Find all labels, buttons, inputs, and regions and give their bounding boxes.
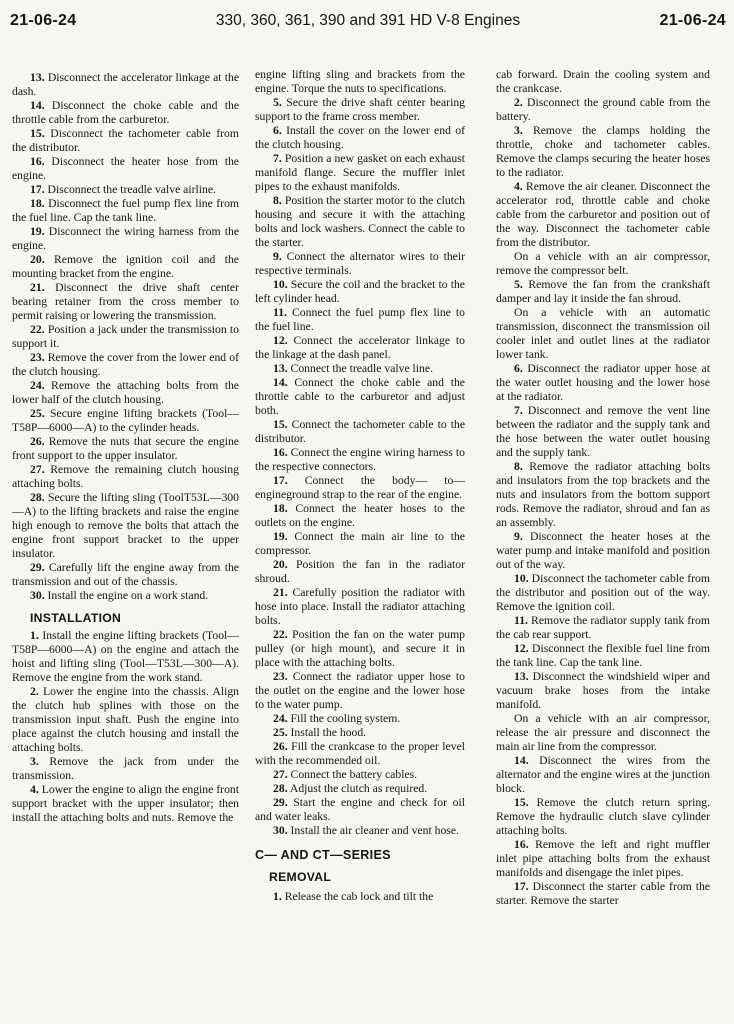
step-text: Install the engine on a work stand. — [47, 589, 209, 602]
step-paragraph — [496, 796, 710, 838]
step-number: 22. — [273, 628, 288, 641]
step-paragraph — [255, 796, 465, 824]
step-number: 9. — [514, 530, 523, 543]
step-text: Disconnect the radiator upper hose at the water outlet housing and the lower hose at the radiator. — [496, 362, 710, 403]
step-number: 3. — [30, 755, 39, 768]
step-paragraph — [496, 362, 710, 404]
step-paragraph — [496, 572, 710, 614]
step-number: 14. — [273, 376, 288, 389]
step-paragraph — [496, 404, 710, 460]
step-number: 29. — [30, 561, 45, 574]
step-text: Connect the battery cables. — [290, 768, 418, 781]
step-paragraph — [255, 824, 465, 838]
step-number: 13. — [514, 670, 529, 683]
step-paragraph — [255, 890, 465, 904]
step-paragraph — [255, 194, 465, 250]
step-number: 21. — [273, 586, 288, 599]
step-number: 2. — [514, 96, 523, 109]
step-text: Connect the main air line to the compressor. — [255, 530, 465, 557]
step-text: Disconnect the tachometer cable from the distributor. — [12, 127, 239, 154]
step-number: 18. — [30, 197, 45, 210]
step-number: 19. — [30, 225, 45, 238]
step-text: Connect the fuel pump flex line to the fuel line. — [255, 306, 465, 333]
step-text: Connect the engine wiring harness to the respective connectors. — [255, 446, 465, 473]
step-paragraph — [255, 152, 465, 194]
step-paragraph — [496, 754, 710, 796]
step-text: Disconnect the ground cable from the battery. — [496, 96, 711, 123]
step-text: Disconnect the heater hose from the engine. — [12, 155, 239, 182]
step-paragraph — [12, 197, 239, 225]
step-number: 16. — [30, 155, 45, 168]
step-paragraph — [496, 96, 710, 124]
step-text: Position a new gasket on each exhaust manifold flange. Secure the muffler inlet pipes to the exhaust manifolds. — [255, 152, 466, 193]
step-text: On a vehicle with an automatic transmission, disconnect the transmission oil cooler inlet and outlet lines at the radiator lower tank. — [496, 306, 710, 361]
step-paragraph — [255, 782, 465, 796]
step-text: Disconnect the starter cable from the starter. Remove the starter — [496, 880, 710, 907]
step-text: Start the engine and check for oil and water leaks. — [255, 796, 465, 823]
step-text: Position the fan in the radiator shroud. — [255, 558, 465, 585]
step-text: Connect the tachometer cable to the distributor. — [255, 418, 466, 445]
step-number: 6. — [273, 124, 282, 137]
step-paragraph — [255, 628, 465, 670]
step-paragraph — [12, 155, 239, 183]
step-number: 1. — [273, 890, 282, 903]
step-text: Remove the radiator supply tank from the cab rear support. — [496, 614, 710, 641]
step-text: Remove the clamps holding the throttle, choke and tachometer cables. Remove the clamps securing the heater hoses to the radiator. — [496, 124, 711, 179]
step-text: Disconnect the fuel pump flex line from the fuel line. Cap the tank line. — [12, 197, 240, 224]
page-number-left: 21-06-24 — [10, 12, 77, 29]
step-paragraph — [255, 768, 465, 782]
step-paragraph — [12, 561, 239, 589]
step-text: Lower the engine into the chassis. Align the clutch hub splines with those on the transmission input shaft. Push the engine into place against the clutch housing and install the attaching bolts. — [12, 685, 240, 754]
cseries-removal-steps — [255, 890, 465, 904]
step-paragraph — [12, 685, 239, 755]
step-text: Disconnect the treadle valve airline. — [47, 183, 216, 196]
step-number: 11. — [273, 306, 287, 319]
step-text: Remove the fan from the crankshaft damper and lay it inside the fan shroud. — [496, 278, 711, 305]
step-paragraph — [12, 783, 239, 825]
step-text: Lower the engine to align the engine front support bracket with the upper insulator; then install the attaching bolts and nuts. Remove the — [12, 783, 240, 824]
step-text: Install the hood. — [290, 726, 367, 739]
step-paragraph — [12, 491, 239, 561]
step-paragraph — [496, 180, 710, 250]
step-paragraph — [255, 712, 465, 726]
step-paragraph — [12, 379, 239, 407]
step-text: Remove the cover from the lower end of the clutch housing. — [12, 351, 239, 378]
installation-steps — [12, 629, 239, 825]
step-number: 20. — [273, 558, 288, 571]
step-paragraph — [12, 407, 239, 435]
step-paragraph — [255, 740, 465, 768]
step-paragraph — [255, 446, 465, 474]
step-number: 8. — [273, 194, 282, 207]
step-number: 15. — [30, 127, 45, 140]
step-text: Connect the radiator upper hose to the outlet on the engine and the lower hose to the water pump. — [255, 670, 466, 711]
step-text: Adjust the clutch as required. — [289, 782, 428, 795]
step-number: 9. — [273, 250, 282, 263]
step-paragraph — [255, 278, 465, 306]
step-text: Disconnect the flexible fuel line from the tank line. Cap the tank line. — [496, 642, 710, 669]
step-text: Remove the clutch return spring. Remove the hydraulic clutch slave cylinder attaching bolts. — [496, 796, 710, 837]
step-text: Disconnect the wires from the alternator and the engine wires at the junction block. — [496, 754, 711, 795]
step-text: Secure the drive shaft center bearing support to the frame cross member. — [255, 96, 466, 123]
step-text: Connect the alternator wires to their respective terminals. — [255, 250, 466, 277]
step-text: Carefully position the radiator with hose into place. Install the radiator attaching bolts. — [255, 586, 466, 627]
step-text: Disconnect and remove the vent line between the radiator and the supply tank and the hose between the water outlet housing and the supply tank. — [496, 404, 710, 459]
step-text: Disconnect the wiring harness from the engine. — [12, 225, 240, 252]
installation-steps-continued — [255, 96, 465, 838]
step-paragraph — [12, 351, 239, 379]
step-text: Remove the ignition coil and the mounting bracket from the engine. — [12, 253, 239, 280]
step-number: 15. — [273, 418, 288, 431]
step-paragraph — [255, 586, 465, 628]
step-paragraph — [496, 642, 710, 670]
step-number: 26. — [30, 435, 45, 448]
step-number: 29. — [273, 796, 288, 809]
step-paragraph — [496, 460, 710, 530]
step-text: Disconnect the accelerator linkage at the dash. — [12, 71, 240, 98]
step-number: 1. — [30, 629, 39, 642]
step-paragraph — [496, 880, 710, 908]
cseries-removal-steps-continued — [496, 96, 710, 908]
step-text: Position a jack under the transmission to support it. — [12, 323, 240, 350]
step-paragraph — [12, 71, 239, 99]
step-number: 7. — [273, 152, 282, 165]
step-text: Connect the heater hoses to the outlets on the engine. — [255, 502, 465, 529]
step-text: Connect the choke cable and the throttle cable to the carburetor and adjust both. — [255, 376, 465, 417]
step-number: 17. — [30, 183, 45, 196]
step-number: 18. — [273, 502, 288, 515]
step-number: 6. — [514, 362, 523, 375]
step-paragraph — [255, 250, 465, 278]
removal-heading: REMOVAL — [269, 870, 332, 884]
step-text: Secure the coil and the bracket to the left cylinder head. — [255, 278, 465, 305]
step-paragraph — [255, 96, 465, 124]
step-number: 24. — [273, 712, 288, 725]
step-text: Remove the left and right muffler inlet pipe attaching bolts from the exhaust manifolds and disengage the inlet pipes. — [496, 838, 710, 879]
step-number: 19. — [273, 530, 288, 543]
step-paragraph — [12, 435, 239, 463]
step-text: Fill the cooling system. — [290, 712, 401, 725]
step-text: Connect the body— to— engineground strap to the rear of the engine. — [255, 474, 465, 501]
step-text: Remove the attaching bolts from the lower half of the clutch housing. — [12, 379, 239, 406]
step-paragraph — [255, 670, 465, 712]
step-number: 23. — [273, 670, 288, 683]
step-number: 12. — [273, 334, 288, 347]
step-number: 26. — [273, 740, 288, 753]
step-paragraph — [496, 838, 710, 880]
step-number: 10. — [273, 278, 288, 291]
step-paragraph — [12, 323, 239, 351]
step-paragraph — [12, 629, 239, 685]
step-paragraph — [255, 474, 465, 502]
step-paragraph — [255, 502, 465, 530]
removal-steps-continued — [12, 71, 239, 603]
step-paragraph — [12, 253, 239, 281]
step-paragraph — [12, 127, 239, 155]
installation-heading: INSTALLATION — [30, 611, 122, 625]
step-text: Remove the jack from under the transmission. — [12, 755, 239, 782]
step-number: 12. — [514, 642, 529, 655]
step-paragraph — [12, 281, 239, 323]
step-paragraph — [255, 306, 465, 334]
column-3 — [496, 68, 710, 908]
step-paragraph — [496, 712, 710, 754]
step-number: 8. — [514, 460, 523, 473]
step-text: On a vehicle with an air compressor, remove the compressor belt. — [496, 250, 710, 277]
step-number: 13. — [30, 71, 45, 84]
step-paragraph — [496, 124, 710, 180]
step-paragraph — [255, 558, 465, 586]
step-text: Carefully lift the engine away from the transmission and out of the chassis. — [12, 561, 239, 588]
step-paragraph — [255, 376, 465, 418]
page-title: 330, 360, 361, 390 and 391 HD V-8 Engines — [215, 12, 521, 29]
step-paragraph — [255, 124, 465, 152]
step-paragraph — [12, 755, 239, 783]
step-number: 14. — [514, 754, 529, 767]
step-text: Install the engine lifting brackets (Tool—T58P—6000—A) on the engine and attach the hoist and lifting sling (Tool—T53L—300—A). Remove the engine from the work stand. — [12, 629, 239, 684]
step-paragraph — [12, 99, 239, 127]
step-number: 21. — [30, 281, 45, 294]
step-paragraph — [12, 589, 239, 603]
step-paragraph — [12, 225, 239, 253]
step-number: 23. — [30, 351, 45, 364]
step-number: 5. — [273, 96, 282, 109]
step-text: Disconnect the windshield wiper and vacuum brake hoses from the intake manifold. — [496, 670, 710, 711]
step-text: Release the cab lock and tilt the — [284, 890, 434, 903]
step-paragraph — [496, 670, 710, 712]
step-number: 22. — [30, 323, 45, 336]
step-paragraph — [255, 530, 465, 558]
step-text: Disconnect the drive shaft center bearing retainer from the cross member to permit raising or lowering the transmission. — [12, 281, 239, 322]
page-number-right: 21-06-24 — [659, 12, 726, 29]
series-heading: C— AND CT—SERIES — [255, 848, 391, 862]
step-number: 2. — [30, 685, 39, 698]
step-number: 10. — [514, 572, 529, 585]
step-text: Disconnect the tachometer cable from the distributor and position out of the way. Remove the ignition coil. — [496, 572, 710, 613]
step-number: 28. — [30, 491, 45, 504]
step-number: 25. — [273, 726, 288, 739]
step-text: Connect the accelerator linkage to the linkage at the dash panel. — [255, 334, 466, 361]
page-header — [10, 8, 726, 34]
step-text: Secure the lifting sling (ToolT53L—300—A) to the lifting brackets and raise the engine high enough to remove the bolts that attach the engine front support bracket to the upper insulator. — [12, 491, 239, 560]
step-number: 30. — [273, 824, 288, 837]
step-text: Position the starter motor to the clutch housing and secure it with the attaching bolts and lock washers. Connect the cable to the starter. — [255, 194, 465, 249]
step-paragraph — [255, 418, 465, 446]
step-text: Remove the remaining clutch housing attaching bolts. — [12, 463, 239, 490]
step-paragraph — [12, 183, 239, 197]
step-text: Position the fan on the water pump pulley (or high mount), and secure it in place with the attaching bolts. — [255, 628, 465, 669]
step-number: 17. — [514, 880, 529, 893]
step-number: 5. — [514, 278, 523, 291]
step-text: Secure engine lifting brackets (Tool—T58P—6000—A) to the cylinder heads. — [12, 407, 239, 434]
step-text: On a vehicle with an air compressor, release the air pressure and disconnect the main air line from the compressor. — [496, 712, 710, 753]
step-number: 27. — [30, 463, 45, 476]
step-number: 24. — [30, 379, 45, 392]
step-paragraph — [255, 726, 465, 740]
continued-paragraph: engine lifting sling and brackets from the engine. Torque the nuts to specifications. — [255, 68, 465, 95]
step-number: 15. — [514, 796, 529, 809]
step-number: 4. — [30, 783, 39, 796]
step-number: 20. — [30, 253, 45, 266]
step-number: 16. — [514, 838, 529, 851]
step-text: Remove the nuts that secure the engine front support to the upper insulator. — [12, 435, 239, 462]
step-text: Disconnect the choke cable and the throttle cable from the carburetor. — [12, 99, 240, 126]
step-number: 4. — [514, 180, 523, 193]
step-paragraph — [496, 278, 710, 306]
step-text: Install the cover on the lower end of the clutch housing. — [255, 124, 465, 151]
step-paragraph — [496, 306, 710, 362]
step-paragraph — [496, 614, 710, 642]
step-paragraph — [496, 530, 710, 572]
step-text: Disconnect the heater hoses at the water pump and intake manifold and position out of the way. — [496, 530, 711, 571]
step-paragraph — [12, 463, 239, 491]
step-number: 7. — [514, 404, 523, 417]
step-text: Connect the treadle valve line. — [290, 362, 433, 375]
step-number: 3. — [514, 124, 523, 137]
step-number: 16. — [273, 446, 288, 459]
step-paragraph — [255, 362, 465, 376]
step-number: 11. — [514, 614, 528, 627]
step-number: 28. — [273, 782, 288, 795]
step-paragraph — [255, 334, 465, 362]
step-text: Fill the crankcase to the proper level with the recommended oil. — [255, 740, 466, 767]
step-number: 30. — [30, 589, 45, 602]
step-number: 13. — [273, 362, 288, 375]
continued-paragraph: cab forward. Drain the cooling system and the crankcase. — [496, 68, 710, 95]
column-2 — [255, 68, 465, 904]
column-1 — [12, 71, 239, 825]
step-text: Install the air cleaner and vent hose. — [290, 824, 459, 837]
step-number: 14. — [30, 99, 45, 112]
step-text: Remove the air cleaner. Disconnect the accelerator rod, throttle cable and choke cable from the carburetor and position out of the way. Disconnect the tachometer cable from the distributor. — [496, 180, 711, 249]
step-number: 17. — [273, 474, 288, 487]
step-number: 25. — [30, 407, 45, 420]
step-text: Remove the radiator attaching bolts and insulators from the top brackets and the nuts and insulators from the bottom support rods. Remove the radiator, shroud and fan as an assembly. — [496, 460, 710, 529]
step-number: 27. — [273, 768, 288, 781]
step-paragraph — [496, 250, 710, 278]
